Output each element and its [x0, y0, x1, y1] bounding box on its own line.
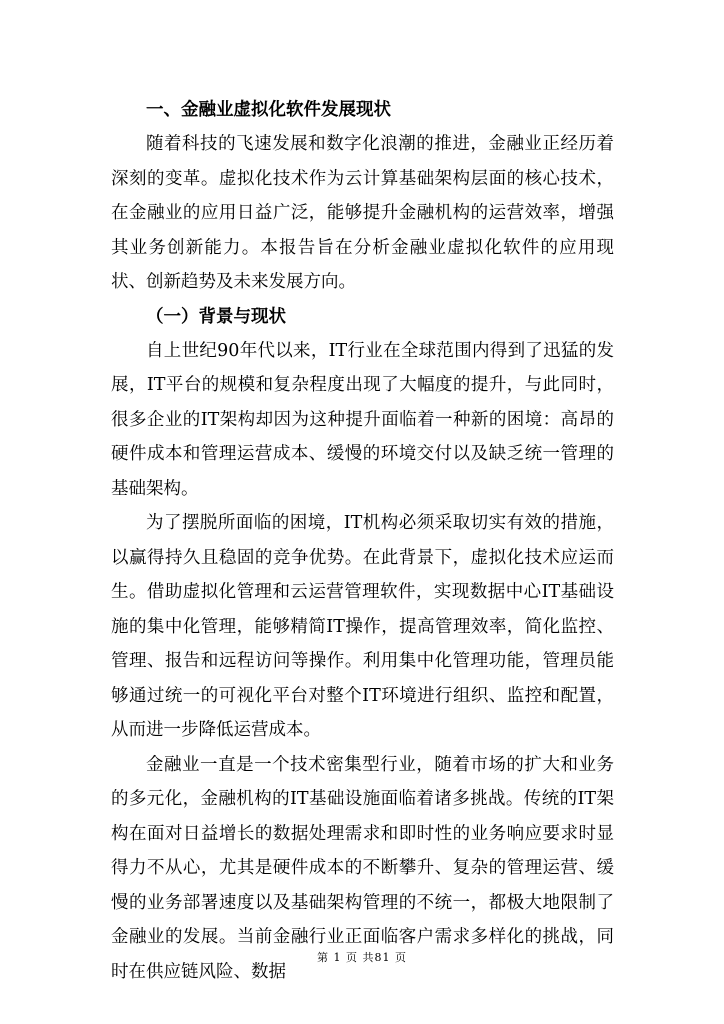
body-paragraph: 金融业一直是一个技术密集型行业，随着市场的扩大和业务的多元化，金融机构的IT基础设施面临着诸多挑战。传统的IT架构在面对日益增长的数据处理需求和即时性的业务响应要求时显得力不从心，尤其是硬件成本的不断攀升、复杂的管理运营、缓慢的业务部署速度以及基础架构管理的不统一，都极大地限制了金融业的发展。当前金融行业正面临客户需求多样化的挑战，同时在供应链风险、数据: [111, 754, 614, 982]
body-paragraph: 为了摆脱所面临的困境，IT机构必须采取切实有效的措施，以赢得持久且稳固的竞争优势。在此背景下，虚拟化技术应运而生。借助虚拟化管理和云运营管理软件，实现数据中心IT基础设施的集中化管理，能够精简IT操作，提高管理效率，简化监控、管理、报告和远程访问等操作。利用集中化管理功能，管理员能够通过统一的可视化平台对整个IT环境进行组织、监控和配置，从而进一步降低运营成本。: [111, 513, 614, 740]
page-number-footer: 第 1 页 共81 页: [317, 951, 407, 964]
body-paragraph: 自上世纪90年代以来，IT行业在全球范围内得到了迅猛的发展，IT平台的规模和复杂程度出现了大幅度的提升，与此同时，很多企业的IT架构却因为这种提升面临着一种新的困境：高昂的硬件成本和管理运营成本、缓慢的环境交付以及缺乏统一管理的基础架构。: [111, 340, 614, 499]
intro-paragraph: 随着科技的飞速发展和数字化浪潮的推进，金融业正经历着深刻的变革。虚拟化技术作为云计算基础架构层面的核心技术，在金融业的应用日益广泛，能够提升金融机构的运营效率，增强其业务创新能力。本报告旨在分析金融业虚拟化软件的应用现状、创新趋势及未来发展方向。: [111, 134, 614, 292]
section-heading: 一、金融业虚拟化软件发展现状: [146, 100, 391, 120]
subsection-heading: （一）背景与现状: [146, 306, 286, 327]
document-body: [111, 93, 614, 989]
